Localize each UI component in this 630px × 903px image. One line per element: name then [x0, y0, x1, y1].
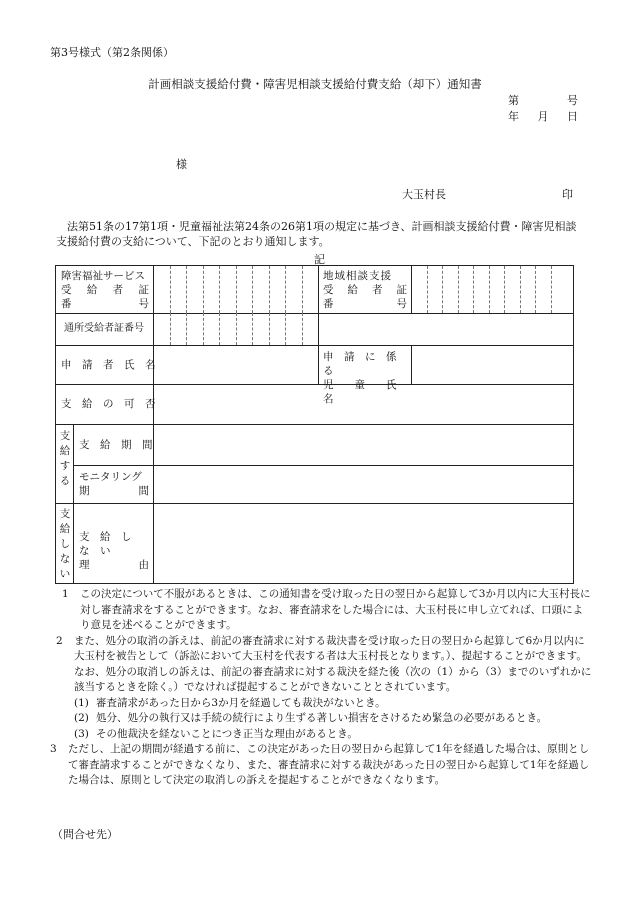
digit-divider: [458, 266, 459, 313]
sub-note-item: (3) その他裁決を経ないことにつき正当な理由があるとき。: [74, 727, 358, 740]
digit-divider: [535, 266, 536, 313]
digit-divider: [285, 266, 286, 313]
digit-divider: [504, 266, 505, 313]
document-number: [508, 92, 578, 108]
digit-divider: [186, 313, 187, 345]
date-day: 日: [567, 110, 578, 123]
date-month: 月: [537, 110, 549, 123]
note-item: 2 また、処分の取消の訴えは、前記の審査請求に対する裁決書を受け取った日の翌日から起算して6か月以内に大玉村を被告として（訴訟において大玉村を代表する者は大玉村長となります。）、提起することができます。なお、処分の取消しの訴えは、前記の審査請求に対する裁決を経た後（次の（1）から（3）までのいずれかに該当するときを除く。）でなければ提起することができないこととされています。: [56, 634, 592, 693]
digit-divider: [236, 266, 237, 313]
digit-divider: [427, 266, 428, 313]
date-year: 年: [508, 110, 519, 123]
grant-section-label: 支給する: [59, 430, 71, 487]
deny-reason-label: 支 給 し な い 理 由: [79, 531, 149, 571]
column-divider: [153, 424, 154, 584]
monitoring-period-label: モニタリング 期 間: [79, 471, 149, 497]
digit-divider: [302, 266, 303, 313]
ki-heading: 記: [314, 253, 325, 266]
digit-divider: [551, 266, 552, 313]
regional-cert-label: 地域相談支援 受 給 者 証 番 号: [323, 270, 407, 310]
seal-mark: 印: [562, 188, 573, 201]
row-divider: [56, 424, 573, 425]
note-item: 1 この決定について不服があるときは、この通知書を受け取った日の翌日から起算して3か月以内に大玉村長に対し審査請求をすることができます。なお、審査請求をした場合には、大玉村長に申し立てれば、口頭により意見を述べることができます。: [62, 588, 591, 631]
column-divider: [73, 424, 74, 584]
notes-section: [52, 587, 592, 789]
column-divider: [318, 266, 319, 384]
child-name-label: 申 請 に 係 る 児 童 氏 名: [323, 351, 418, 405]
digit-divider: [520, 266, 521, 313]
day-service-cert-label: 通所受給者証番号: [64, 323, 144, 334]
benefit-table: [55, 265, 574, 584]
deny-section-label: 支給しない: [59, 508, 71, 580]
row-divider: [73, 465, 574, 466]
sub-note-item: (1) 審査請求があった日から3か月を経過しても裁決がないとき。: [74, 696, 386, 709]
digit-divider: [203, 266, 204, 313]
digit-divider: [269, 313, 270, 345]
addressee-suffix: 様: [176, 158, 187, 171]
digit-divider: [170, 266, 171, 313]
row-divider: [56, 313, 573, 314]
number-suffix: 号: [567, 94, 578, 107]
column-divider: [411, 266, 412, 313]
form-number: 第3号様式（第2条関係）: [50, 46, 174, 59]
digit-divider: [236, 313, 237, 345]
document-date: [508, 108, 578, 124]
row-divider: [56, 384, 573, 385]
digit-divider: [285, 313, 286, 345]
digit-divider: [203, 313, 204, 345]
approval-label: 支 給 の 可 否: [61, 398, 156, 410]
digit-divider: [269, 266, 270, 313]
contact-label: （問合せ先）: [52, 828, 118, 841]
digit-divider: [489, 266, 490, 313]
number-prefix: 第: [508, 94, 519, 107]
note-item: 3 ただし、上記の期間が経過する前に、この決定があった日の翌日から起算して1年を経過した場合は、原則として審査請求することができなくなり、また、審査請求に対する裁決があった日の翌日から起算して1年を経過した場合は、原則として決定の取消しの訴えを提起することができなくなります。: [50, 743, 590, 786]
period-label: 支 給 期 間: [79, 439, 153, 451]
intro-paragraph: 法第51条の17第1項・児童福祉法第24条の26第1項の規定に基づき、計画相談支援給付費・障害児相談支援給付費の支給について、下記のとおり通知します。: [56, 220, 577, 248]
digit-divider: [186, 266, 187, 313]
issuer-name: 大玉村長: [402, 188, 446, 201]
row-divider: [56, 503, 573, 504]
applicant-name-label: 申 請 者 氏 名: [61, 359, 156, 371]
digit-divider: [302, 313, 303, 345]
sub-note-item: (2) 処分、処分の執行又は手続の続行により生ずる著しい損害をさけるため緊急の必要があるとき。: [74, 712, 548, 724]
digit-divider: [252, 313, 253, 345]
row-divider: [56, 345, 573, 346]
document-title: 計画相談支援給付費・障害児相談支援給付費支給（却下）通知書: [148, 77, 482, 91]
digit-divider: [219, 266, 220, 313]
digit-divider: [170, 313, 171, 345]
digit-divider: [219, 313, 220, 345]
service-cert-label: 障害福祉サービス 受 給 者 証 番 号: [61, 270, 149, 310]
digit-divider: [442, 266, 443, 313]
digit-divider: [252, 266, 253, 313]
digit-divider: [473, 266, 474, 313]
